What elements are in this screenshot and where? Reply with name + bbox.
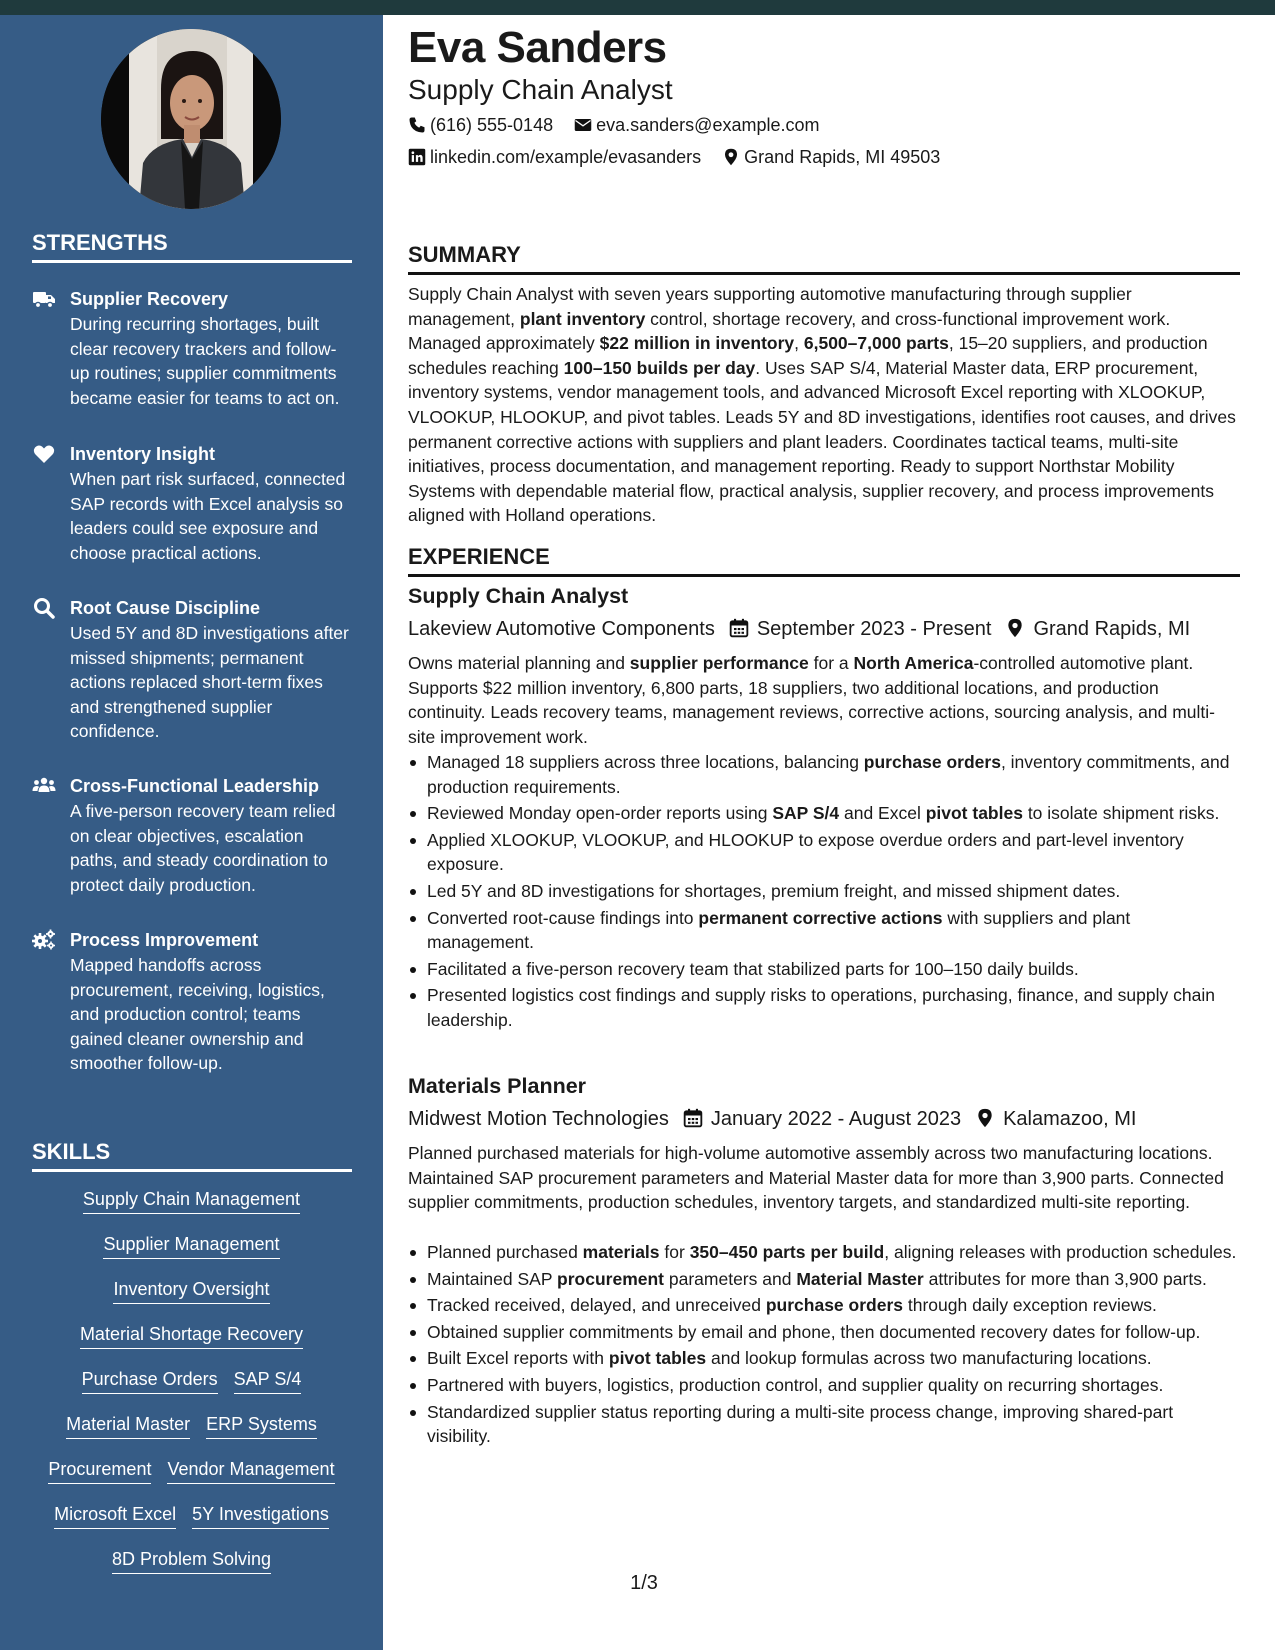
- contact-row: [408, 113, 835, 137]
- emphasis-text: 6,500–7,000 parts: [803, 333, 949, 354]
- experience-heading: EXPERIENCE: [408, 544, 1240, 577]
- emphasis-text: North America: [853, 653, 974, 673]
- skill-tag: Procurement: [48, 1457, 151, 1484]
- email-contact[interactable]: [574, 113, 819, 137]
- text-run: Tracked received, delayed, and unreceived: [427, 1295, 766, 1316]
- skill-tag: ERP Systems: [206, 1412, 317, 1439]
- strengths-heading: STRENGTHS: [32, 230, 352, 263]
- email-text: eva.sanders@example.com: [596, 115, 820, 135]
- text-run: Supply Chain Analyst with seven years supporting automotive manufacturing through supplier management,: [408, 284, 1132, 329]
- bullet-item: [408, 1373, 1240, 1398]
- emphasis-text: materials: [582, 1242, 660, 1262]
- job-title: Materials Planner: [408, 1074, 587, 1098]
- candidate-name: Eva Sanders: [408, 23, 667, 72]
- emphasis-text: procurement: [557, 1268, 665, 1289]
- top-accent-bar: [0, 0, 1275, 15]
- text-run: Standardized supplier status reporting during a multi-site process change, improving shared-part visibility.: [427, 1401, 1174, 1447]
- calendar-icon: [683, 1108, 703, 1128]
- strength-title: Supplier Recovery: [70, 289, 229, 309]
- skill-tag: 5Y Investigations: [192, 1502, 329, 1529]
- text-run: Planned purchased: [427, 1242, 583, 1262]
- text-run: to isolate shipment risks.: [1022, 803, 1220, 824]
- job-description: [408, 1141, 1240, 1215]
- skill-row: [0, 1322, 383, 1349]
- text-run: , 15–20 suppliers, and production schedules reaching: [408, 333, 1208, 378]
- text-run: Reviewed Monday open-order reports using: [427, 803, 773, 824]
- text-run: -controlled automotive plant. Supports $22 million inventory, 6,800 parts, 18 suppliers, two additional locations, and production continuity. Leads recovery teams, management reviews, corrective actions, sourcing analysis, and multi-site improvement work.: [408, 653, 1215, 747]
- company-name: Lakeview Automotive Components: [408, 618, 715, 640]
- strength-title: Inventory Insight: [70, 444, 216, 464]
- summary-text: [408, 282, 1240, 528]
- emphasis-text: permanent corrective actions: [698, 907, 943, 928]
- strength-description: A five-person recovery team relied on clear objectives, escalation paths, and steady coordination to protect daily production.: [70, 801, 336, 895]
- text-run: Presented logistics cost findings and supply risks to operations, purchasing, finance, and supply chain leadership.: [427, 985, 1215, 1030]
- text-run: for a: [808, 653, 854, 673]
- text-run: Obtained supplier commitments by email and phone, then documented recovery dates for follow-up.: [427, 1321, 1201, 1342]
- skill-row: [0, 1232, 383, 1259]
- emphasis-text: 350–450 parts per build: [689, 1242, 885, 1262]
- candidate-role: Supply Chain Analyst: [408, 74, 673, 105]
- job-description: [408, 651, 1240, 749]
- emphasis-text: pivot tables: [608, 1348, 707, 1369]
- strength-title: Cross-Functional Leadership: [70, 776, 320, 796]
- page-number: 1/3: [630, 1572, 658, 1594]
- heart-icon: [32, 442, 56, 466]
- text-run: attributes for more than 3,900 parts.: [923, 1268, 1207, 1289]
- text-run: ,: [794, 333, 804, 354]
- job-bullets: [408, 750, 1240, 1035]
- text-run: Maintained SAP: [427, 1268, 558, 1289]
- skill-tag: Material Master: [66, 1412, 190, 1439]
- truck-icon: [32, 287, 56, 311]
- text-run: Managed 18 suppliers across three locations, balancing: [427, 752, 864, 772]
- skill-tag: Vendor Management: [167, 1457, 334, 1484]
- emphasis-text: pivot tables: [925, 803, 1023, 824]
- text-run: with suppliers and plant management.: [427, 907, 1131, 953]
- skill-tag: Material Shortage Recovery: [80, 1322, 303, 1349]
- text-run: parameters and: [664, 1268, 797, 1289]
- job-dates: January 2022 - August 2023: [710, 1108, 962, 1130]
- skill-row: [0, 1367, 383, 1394]
- bullet-item: [408, 1293, 1240, 1318]
- bullet-item: [408, 750, 1240, 799]
- emphasis-text: SAP S/4: [772, 803, 840, 824]
- bullet-item: [408, 1240, 1240, 1265]
- skill-row: [0, 1502, 383, 1529]
- strength-description: During recurring shortages, built clear recovery trackers and follow-up routines; supplier commitments became easier for teams to act on.: [70, 314, 340, 408]
- bullet-item: [408, 1320, 1240, 1345]
- skill-tag: Supply Chain Management: [83, 1187, 300, 1214]
- phone-contact: [408, 113, 553, 137]
- emphasis-text: 100–150 builds per day: [563, 357, 756, 378]
- text-run: control, shortage recovery, and cross-functional improvement work. Managed approximately: [408, 308, 1171, 354]
- bullet-item: [408, 879, 1240, 904]
- skill-tag: Inventory Oversight: [113, 1277, 269, 1304]
- bullet-item: [408, 1400, 1240, 1449]
- skill-tag: 8D Problem Solving: [112, 1547, 271, 1574]
- text-run: for: [659, 1242, 690, 1262]
- emphasis-text: purchase orders: [765, 1295, 903, 1316]
- job-title: Supply Chain Analyst: [408, 584, 629, 608]
- skill-tag: SAP S/4: [234, 1367, 302, 1394]
- emphasis-text: purchase orders: [863, 752, 1001, 772]
- text-run: . Uses SAP S/4, Material Master data, ERP procurement, inventory systems, vendor management tools, and advanced Microsoft Excel reporting with XLOOKUP, VLOOKUP, HLOOKUP, and pivot tables. Leads 5Y and 8D investigations, identifies root causes, and drives permanent corrective actions with suppliers and plant leaders. Coordinates tactical teams, multi-site initiatives, process documentation, and management reporting. Ready to support Northstar Mobility Systems with dependable material flow, practical analysis, supplier recovery, and process improvements aligned with Holland operations.: [408, 357, 1236, 526]
- team-icon: [32, 774, 56, 798]
- profile-photo: [101, 29, 281, 209]
- linkedin-contact[interactable]: [408, 145, 701, 169]
- skill-tag: Supplier Management: [103, 1232, 279, 1259]
- bullet-item: [408, 801, 1240, 826]
- bullet-item: [408, 1267, 1240, 1292]
- strength-title: Root Cause Discipline: [70, 598, 261, 618]
- map-pin-icon: [975, 1108, 995, 1128]
- bullet-item: [408, 828, 1240, 877]
- skills-heading: SKILLS: [32, 1139, 352, 1172]
- text-run: Built Excel reports with: [427, 1348, 609, 1369]
- skill-row: [0, 1547, 383, 1574]
- text-run: and lookup formulas across two manufacturing locations.: [706, 1348, 1152, 1369]
- skill-tag: Microsoft Excel: [54, 1502, 176, 1529]
- text-run: and Excel: [839, 803, 926, 824]
- job-dates: September 2023 - Present: [756, 618, 992, 640]
- emphasis-text: Material Master: [796, 1268, 924, 1289]
- map-pin-icon: [722, 148, 740, 166]
- bullet-item: [408, 906, 1240, 955]
- phone-icon: [408, 116, 426, 134]
- linkedin-icon: [408, 148, 426, 166]
- skill-row: [0, 1412, 383, 1439]
- text-run: , aligning releases with production schedules.: [884, 1242, 1237, 1262]
- calendar-icon: [729, 618, 749, 638]
- emphasis-text: supplier performance: [629, 653, 809, 673]
- gears-icon: [32, 928, 56, 952]
- text-run: Partnered with buyers, logistics, production control, and supplier quality on recurring shortages.: [427, 1374, 1164, 1395]
- company-name: Midwest Motion Technologies: [408, 1108, 669, 1130]
- skill-row: [0, 1187, 383, 1214]
- strength-description: Used 5Y and 8D investigations after missed shipments; permanent actions replaced short-term fixes and strengthened supplier confidence.: [70, 623, 349, 741]
- skill-tag: Purchase Orders: [82, 1367, 218, 1394]
- emphasis-text: $22 million in inventory: [599, 333, 795, 354]
- map-pin-icon: [1005, 618, 1025, 638]
- job-meta: [408, 1106, 1136, 1132]
- strength-description: Mapped handoffs across procurement, receiving, logistics, and production control; teams gained cleaner ownership and smoother follow-up.: [70, 955, 325, 1073]
- job-bullets: [408, 1240, 1240, 1451]
- phone-text: (616) 555-0148: [430, 115, 554, 135]
- skill-row: [0, 1457, 383, 1484]
- strength-title: Process Improvement: [70, 930, 259, 950]
- summary-heading: SUMMARY: [408, 242, 1240, 275]
- contact-row: [408, 145, 956, 169]
- strength-description: When part risk surfaced, connected SAP records with Excel analysis so leaders could see exposure and choose practical actions.: [70, 469, 346, 563]
- linkedin-text: linkedin.com/example/evasanders: [430, 147, 702, 167]
- job-location: Kalamazoo, MI: [1003, 1108, 1137, 1130]
- sidebar: [0, 15, 383, 1650]
- bullet-item: [408, 983, 1240, 1032]
- text-run: Owns material planning and: [408, 653, 630, 673]
- text-run: through daily exception reviews.: [903, 1295, 1157, 1316]
- job-meta: [408, 616, 1190, 642]
- text-run: , inventory commitments, and production requirements.: [427, 752, 1230, 797]
- text-run: Led 5Y and 8D investigations for shortages, premium freight, and missed shipment dates.: [427, 880, 1121, 901]
- bullet-item: [408, 1346, 1240, 1371]
- envelope-icon: [574, 116, 592, 134]
- job-location: Grand Rapids, MI: [1033, 618, 1191, 640]
- avatar-photo-icon: [101, 29, 281, 209]
- text-run: Applied XLOOKUP, VLOOKUP, and HLOOKUP to expose overdue orders and part-level inventory exposure.: [427, 829, 1184, 875]
- bullet-item: [408, 957, 1240, 982]
- emphasis-text: plant inventory: [519, 308, 646, 329]
- text-run: Facilitated a five-person recovery team that stabilized parts for 100–150 daily builds.: [427, 958, 1079, 979]
- text-run: Planned purchased materials for high-volume automotive assembly across two manufacturing locations. Maintained SAP procurement parameters and Material Master data for more than 3,900 parts. Connected supplier commitments, production schedules, inventory targets, and standardized multi-site reporting.: [408, 1143, 1224, 1213]
- search-icon: [32, 596, 56, 620]
- location-contact: [722, 145, 940, 169]
- skill-row: [0, 1277, 383, 1304]
- text-run: Converted root-cause findings into: [427, 907, 699, 928]
- location-text: Grand Rapids, MI 49503: [744, 147, 941, 167]
